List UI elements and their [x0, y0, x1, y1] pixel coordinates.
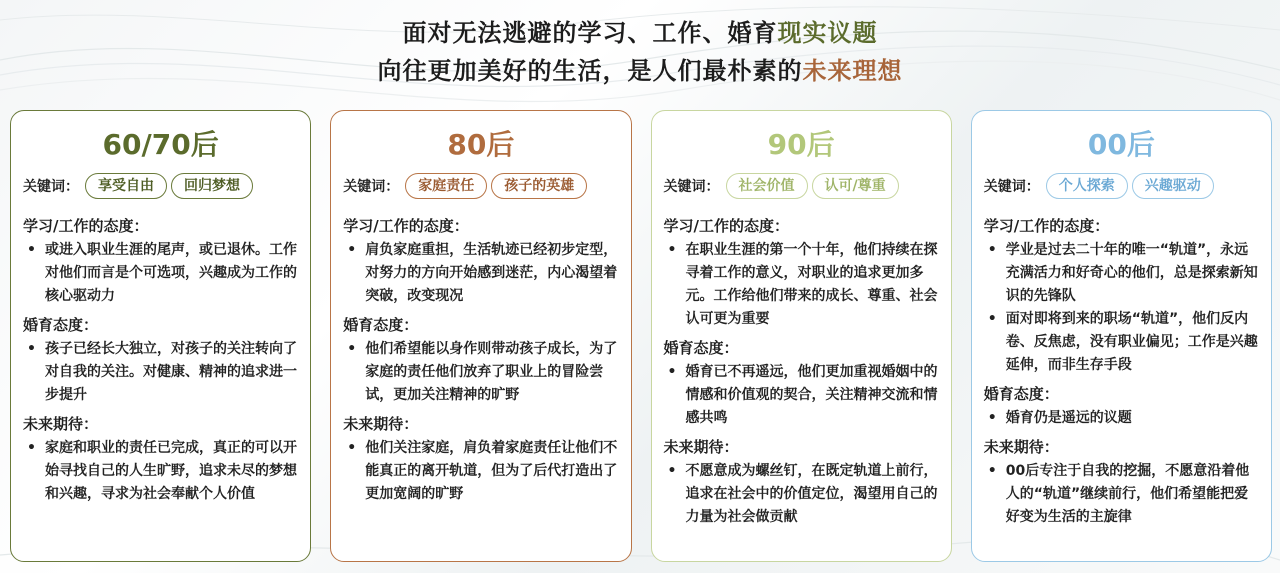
bullet-list	[984, 239, 1259, 377]
card-00	[971, 110, 1272, 562]
generation-title: 90后	[767, 128, 835, 161]
keyword-pill: 社会价值	[726, 173, 808, 199]
bullet-list	[23, 338, 298, 407]
bullet-list	[984, 460, 1259, 529]
bullet-list	[343, 338, 618, 407]
section-title-future: 未来期待：	[23, 415, 99, 433]
keyword-pill: 认可/尊重	[812, 173, 899, 199]
bullet-item: • 他们关注家庭，肩负着家庭责任让他们不能真正的离开轨道，但为了后代打造出了更加宽阔的旷野	[343, 437, 618, 506]
bullet-item: • 在职业生涯的第一个十年，他们持续在探寻着工作的意义，对职业的追求更加多元。工作给他们带来的成长、尊重、社会认可更为重要	[664, 239, 939, 331]
card-80	[330, 110, 631, 562]
keyword-pill: 家庭责任	[405, 173, 487, 199]
section-title-future: 未来期待：	[983, 438, 1059, 456]
bullet-item: • 00后专注于自我的挖掘，不愿意沿着他人的“轨道”继续前行，他们希望能把爱好变为生活的主旋律	[984, 460, 1259, 529]
section-title-future: 未来期待：	[663, 438, 739, 456]
bullet-list	[664, 361, 939, 430]
section-title-work: 学习/工作的态度：	[343, 217, 469, 235]
bullet-item: • 他们希望能以身作则带动孩子成长，为了家庭的责任他们放弃了职业上的冒险尝试，更加关注精神的旷野	[343, 338, 618, 407]
section-title-work: 学习/工作的态度：	[983, 217, 1110, 235]
bullet-list	[343, 437, 618, 506]
section-title-marriage: 婚育态度：	[983, 385, 1059, 403]
section-title-marriage: 婚育态度：	[23, 316, 99, 334]
bullet-list	[23, 239, 298, 308]
bullet-list	[984, 407, 1259, 430]
bullet-item: • 孩子已经长大独立，对孩子的关注转向了对自我的关注。对健康、精神的追求进一步提升	[23, 338, 298, 407]
keywords-row	[343, 173, 618, 199]
generation-title: 80后	[447, 128, 515, 161]
keyword-pill: 个人探索	[1046, 173, 1128, 199]
keywords-row	[984, 173, 1259, 199]
bullet-item: • 家庭和职业的责任已完成，真正的可以开始寻找自己的人生旷野，追求未尽的梦想和兴趣，寻求为社会奉献个人价值	[23, 437, 298, 506]
section-title-marriage: 婚育态度：	[343, 316, 419, 334]
keyword-pill: 孩子的英雄	[491, 173, 587, 199]
bullet-list	[23, 437, 298, 506]
bullet-item: • 肩负家庭重担，生活轨迹已经初步定型，对努力的方向开始感到迷茫，内心渴望着突破，改变现况	[343, 239, 618, 308]
bullet-item: • 婚育已不再遥远，他们更加重视婚姻中的情感和价值观的契合，关注精神交流和情感共鸣	[664, 361, 939, 430]
keywords-row	[664, 173, 939, 199]
keywords-label: 关键词：	[663, 179, 720, 195]
keywords-label: 关键词：	[983, 179, 1040, 195]
bullet-item: • 不愿意成为螺丝钉，在既定轨道上前行，追求在社会中的价值定位，渴望用自己的力量为社会做贡献	[664, 460, 939, 529]
keyword-pill: 享受自由	[85, 173, 167, 199]
keywords-label: 关键词：	[343, 179, 400, 195]
section-title-work: 学习/工作的态度：	[23, 217, 149, 235]
headline-1-text: 面对无法逃避的学习、工作、婚育	[402, 19, 778, 47]
bullet-item: • 学业是过去二十年的唯一“轨道”，永远充满活力和好奇心的他们，总是探索新知识的先锋队	[984, 239, 1259, 308]
keywords-row	[23, 173, 298, 199]
bullet-item: • 或进入职业生涯的尾声，或已退休。工作对他们而言是个可选项，兴趣成为工作的核心驱动力	[23, 239, 298, 308]
keyword-pill: 兴趣驱动	[1132, 173, 1214, 199]
card-90	[651, 110, 952, 562]
bullet-list	[664, 460, 939, 529]
headline-2-highlight: 未来理想	[802, 57, 903, 85]
headline-2-text: 向往更加美好的生活，是人们最朴素的	[377, 57, 803, 85]
generation-title: 60/70后	[102, 128, 219, 161]
generation-title: 00后	[1087, 128, 1155, 161]
section-title-work: 学习/工作的态度：	[663, 217, 789, 235]
section-title-marriage: 婚育态度：	[663, 339, 739, 357]
headline-line-1	[0, 14, 1280, 52]
headline-1-highlight: 现实议题	[777, 19, 878, 47]
bullet-item: • 面对即将到来的职场“轨道”，他们反内卷、反焦虑，没有职业偏见；工作是兴趣延伸，而非生存手段	[984, 308, 1259, 377]
header	[0, 14, 1280, 90]
bullet-list	[664, 239, 939, 331]
section-title-future: 未来期待：	[343, 415, 419, 433]
keywords-label: 关键词：	[23, 179, 79, 195]
card-60-70	[10, 110, 311, 562]
bullet-item: • 婚育仍是遥远的议题	[984, 407, 1259, 430]
headline-line-2	[0, 52, 1280, 90]
bullet-list	[343, 239, 618, 308]
generation-cards	[10, 110, 1272, 562]
keyword-pill: 回归梦想	[171, 173, 253, 199]
